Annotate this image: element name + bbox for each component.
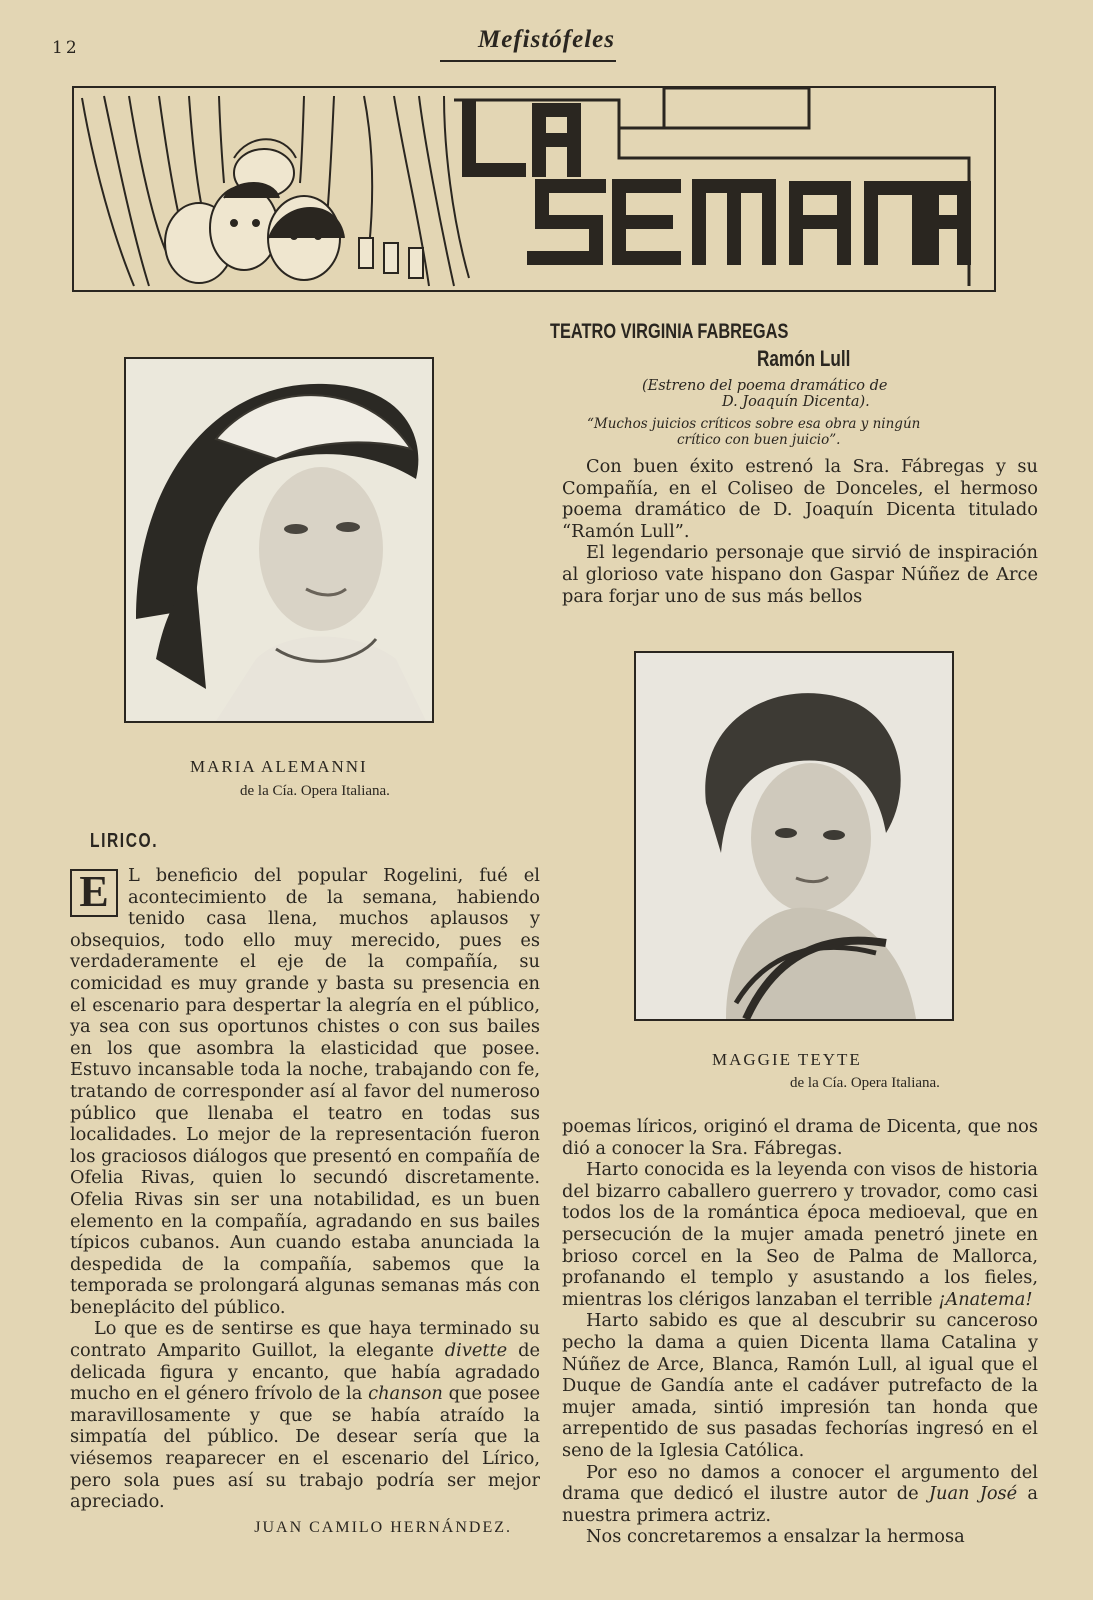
lanterns <box>359 238 423 278</box>
lirico-paragraph-1-text: L beneficio del popular Rogelini, fué el acontecimiento de la semana, habiendo tenido casa llena, muchos aplausos y obsequios, todo ello muy merecido, pues es verdaderamente el eje de la compañía, su comicidad es muy grande y basta su presencia en el escenario para despertar la alegría en el público, ya sea con sus oportunos chistes o con sus bailes en los que asombra la elasticidad que posee. Estuvo incansable toda la noche, trabajando con fe, tratando de corresponder así al favor del numeroso público que llenaba el teatro en todas sus localidades. Lo mejor de la representación fueron los graciosos diálogos que presentó en compañía de Ofelia Rivas, quien lo secundó discretamente. Ofelia Rivas sin ser una notabilidad, es un buen elemento en la compañía, agradando en sus bailes típicos cubanos. Aun cuando estaba anunciada la despedida de la compañía, sabemos que la temporada se prolongará algunas semanas más con beneplácito del público. <box>70 865 540 1318</box>
teatro-paragraph-6-text: Por eso no damos a conocer el argumento del drama que dedicó el ilustre autor de <box>562 1461 1038 1505</box>
teatro-paragraph-5: Harto sabido es que al descubrir su canceroso pecho la dama a quien Dicenta llama Catalina y Núñez de Arce, Blanca, Ramón Lull, al igual que el Duque de Gandía ante el cadáver putrefacto de la mujer amada, sintió impresión tan honda que arrepentido de sus pasadas fechorías ingresó en el seno de la Iglesia Católica. <box>562 1310 1038 1461</box>
teatro-top-column <box>550 320 1038 607</box>
teatro-paragraph-2: El legendario personaje que sirvió de inspiración al glorioso vate hispano don Gaspar Núñez de Arce para forjar uno de sus más bellos <box>562 542 1038 607</box>
caption-company-teyte: de la Cía. Opera Italiana. <box>790 1075 940 1091</box>
photo-maggie-teyte <box>634 651 954 1021</box>
portrait-woman-hat <box>126 359 432 721</box>
drop-cap: E <box>70 869 118 917</box>
letters-semana <box>534 186 964 258</box>
portrait-woman-short-hair <box>636 653 952 1019</box>
teatro-paragraph-4 <box>562 1159 1038 1310</box>
lirico-paragraph-2 <box>70 1318 540 1512</box>
play-subtitle-line2: D. Joaquín Dicenta). <box>722 394 870 410</box>
caption-company-alemanni: de la Cía. Opera Italiana. <box>240 783 390 799</box>
lirico-column <box>70 830 540 1537</box>
theatre-masks <box>165 139 344 283</box>
teatro-paragraph-7: Nos concretaremos a ensalzar la hermosa <box>586 1526 965 1548</box>
teatro-paragraph-4-text: Harto conocida es la leyenda con visos de historia del bizarro caballero guerrero y trovador, como casi todos los de la romántica época medioeval, que en persecución de la mujer amada penetró jinete en brioso corcel en la Seo de Palma de Mallorca, profanando el templo y asustando a los fieles, mientras los clérigos lanzaban el terrible <box>562 1159 1038 1310</box>
play-title: Ramón Lull <box>757 346 851 371</box>
title-underline <box>440 60 616 62</box>
anatema-emphasis: ¡Anatema! <box>938 1288 1033 1310</box>
teatro-paragraph-6 <box>562 1462 1038 1527</box>
author-signature: JUAN CAMILO HERNÁNDEZ. <box>254 1518 512 1536</box>
lirico-p2-a: Lo que es de sentirse es que haya terminado su contrato Amparito Guillot, la elegante <box>70 1318 540 1362</box>
lirico-paragraph-1 <box>70 865 540 1318</box>
epigraph-line1: “Muchos juicios críticos sobre esa obra y ningún <box>587 416 921 432</box>
photo-maria-alemanni <box>124 357 434 723</box>
teatro-paragraph-3: poemas líricos, originó el drama de Dicenta, que nos dió a conocer la Sra. Fábregas. <box>562 1116 1038 1159</box>
divette-emphasis: divette <box>444 1340 508 1362</box>
teatro-paragraph-6-end: a nuestra primera actriz. <box>562 1483 1038 1526</box>
teatro-bottom-column <box>562 1116 1038 1548</box>
caption-name-alemanni: MARIA ALEMANNI <box>190 757 368 776</box>
la-semana-banner <box>72 86 996 292</box>
epigraph-line2: crítico con buen juicio”. <box>677 432 841 448</box>
juan-jose-emphasis: Juan José <box>928 1483 1018 1505</box>
teatro-heading: TEATRO VIRGINIA FABREGAS <box>550 320 789 343</box>
magazine-title: Mefistófeles <box>478 26 615 53</box>
lirico-p2-c: que posee maravillosamente y que se había atraído la simpatía del público. De desear sería que la viésemos reaparecer en el escenario del Lírico, pero sola pues así su trabajo podría ser mejor apreciado. <box>70 1383 540 1513</box>
chanson-emphasis: chanson <box>368 1383 443 1405</box>
letters-la <box>469 108 574 170</box>
lirico-heading: LIRICO. <box>90 830 159 852</box>
caption-name-teyte: MAGGIE TEYTE <box>712 1050 862 1069</box>
page-number: 12 <box>52 38 80 58</box>
banner-illustration <box>74 88 994 290</box>
lirico-p2-b: de delicada figura y encanto, que había agradado mucho en el género frívolo de la <box>70 1340 541 1405</box>
teatro-paragraph-1: Con buen éxito estrenó la Sra. Fábregas y su Compañía, en el Coliseo de Donceles, el hermoso poema dramático de D. Joaquín Dicenta titulado “Ramón Lull”. <box>562 456 1038 542</box>
play-subtitle-line1: (Estreno del poema dramático de <box>642 378 888 394</box>
